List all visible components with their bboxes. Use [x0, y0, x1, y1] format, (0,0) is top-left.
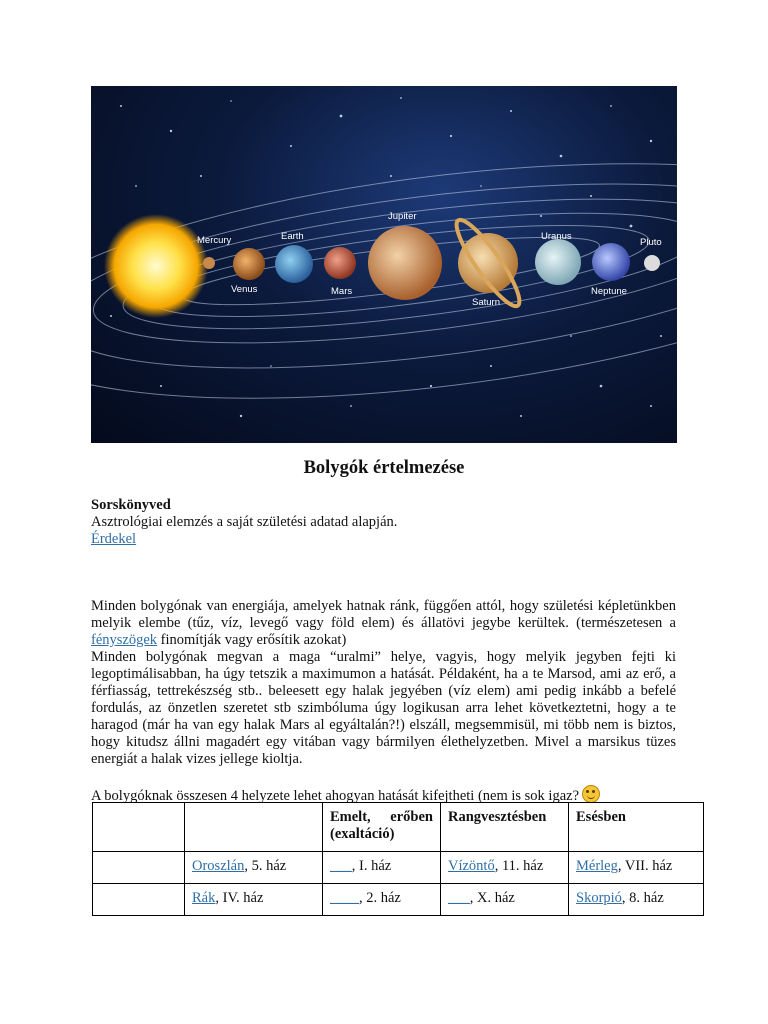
sign-link[interactable]: Rák — [192, 890, 216, 906]
planet-mars — [324, 247, 356, 279]
label-saturn: Saturn — [472, 297, 500, 308]
table-cell — [185, 852, 323, 884]
winking-face-icon — [582, 785, 600, 803]
label-earth: Earth — [281, 231, 304, 242]
sign-link[interactable]: ___ — [448, 890, 470, 906]
sign-link[interactable]: ____ — [330, 890, 359, 906]
table-row — [93, 852, 704, 884]
table-cell — [569, 884, 704, 916]
table-cell — [323, 884, 441, 916]
sign-link[interactable]: Mérleg — [576, 858, 618, 874]
table-header-row — [93, 803, 704, 852]
planet-earth — [275, 245, 313, 283]
table-cell — [323, 852, 441, 884]
interest-link[interactable]: Érdekel — [91, 531, 137, 547]
paragraph-rulership: Minden bolygónak megvan a maga “uralmi” helye, vagyis, hogy melyik jegyben fejti ki legoptimálisabban, ha úgy tetszik a maximumon a hatását. Példaként, ha a te Marsod, ami az erő, a férfiasság, tettrekészség stb.. beleesett egy halak jegyében (víz elem) ami pedig inkább a befelé fordulás, az önzetlen szeretet stb szimbóluma úgy logikusan arra lehet következtetni, hogy a te haragod (már ha van egy halak Mars al egyáltalán?!) elszáll, megsemmisül, mi több nem is biztos, hogy kitudsz állni magadért egy vitában vagy bármilyen élethelyzetben. Mivel a marsikus tüzes energiát a halak vizes jellege kioltja. — [91, 649, 676, 767]
table-header-detriment: Rangvesztésben — [441, 803, 569, 852]
label-venus: Venus — [231, 284, 258, 295]
sign-link[interactable]: Skorpió — [576, 890, 622, 906]
paragraph-energy-text: Minden bolygónak van energiája, amelyek hatnak ránk, függően attól, hogy születési képletünkben melyik elembe (tűz, víz, levegő vagy föld elem) és állatövi jegybe kerültek. (természetesen a — [91, 598, 676, 631]
table-header-cell — [185, 803, 323, 852]
house-text: , X. ház — [469, 890, 515, 906]
solar-system-illustration — [91, 86, 677, 443]
summary-text: A bolygóknak összesen 4 helyzete lehet ahogyan hatását kifejtheti (nem is sok igaz? — [91, 788, 580, 804]
table-cell — [185, 884, 323, 916]
house-text: , 8. ház — [621, 890, 664, 906]
label-mercury: Mercury — [197, 235, 232, 246]
section-intro: Asztrológiai elemzés a saját születési adatad alapján. — [91, 514, 398, 530]
planet-uranus — [535, 239, 581, 285]
paragraph-energy — [91, 598, 676, 649]
house-text: , 2. ház — [359, 890, 401, 906]
page-title: Bolygók értelmezése — [303, 458, 465, 478]
sign-link[interactable]: Oroszlán — [192, 858, 245, 874]
planet-jupiter — [368, 226, 442, 300]
house-text: , 11. ház — [494, 858, 544, 874]
label-uranus: Uranus — [541, 231, 572, 242]
section-heading: Sorskönyved — [91, 497, 171, 513]
planet-venus — [233, 248, 265, 280]
label-mars: Mars — [331, 286, 353, 297]
table-header-exaltation: Emelt, erőben (exaltáció) — [323, 803, 441, 852]
house-text: , IV. ház — [215, 890, 264, 906]
house-text: , I. ház — [351, 858, 392, 874]
solar-system-image — [91, 86, 677, 443]
sign-link[interactable]: Vízöntő — [448, 858, 495, 874]
table-cell — [441, 884, 569, 916]
house-text: , VII. ház — [617, 858, 673, 874]
label-pluto: Pluto — [640, 237, 662, 248]
table-row — [93, 884, 704, 916]
table-cell — [93, 852, 185, 884]
table-cell — [93, 884, 185, 916]
table-cell — [441, 852, 569, 884]
table-header-cell — [93, 803, 185, 852]
table-header-fall: Esésben — [569, 803, 704, 852]
sun — [104, 214, 208, 318]
aspects-link[interactable]: fényszögek — [91, 632, 158, 648]
planet-pluto — [644, 255, 660, 271]
table-cell — [569, 852, 704, 884]
label-jupiter: Jupiter — [388, 211, 417, 222]
sign-link[interactable]: ___ — [330, 858, 352, 874]
planet-neptune — [592, 243, 630, 281]
house-text: , 5. ház — [244, 858, 287, 874]
label-neptune: Neptune — [591, 286, 627, 297]
planet-positions-table — [92, 802, 704, 916]
planet-mercury — [203, 257, 215, 269]
paragraph-energy-text-end: finomítják vagy erősítik azokat) — [157, 632, 347, 648]
